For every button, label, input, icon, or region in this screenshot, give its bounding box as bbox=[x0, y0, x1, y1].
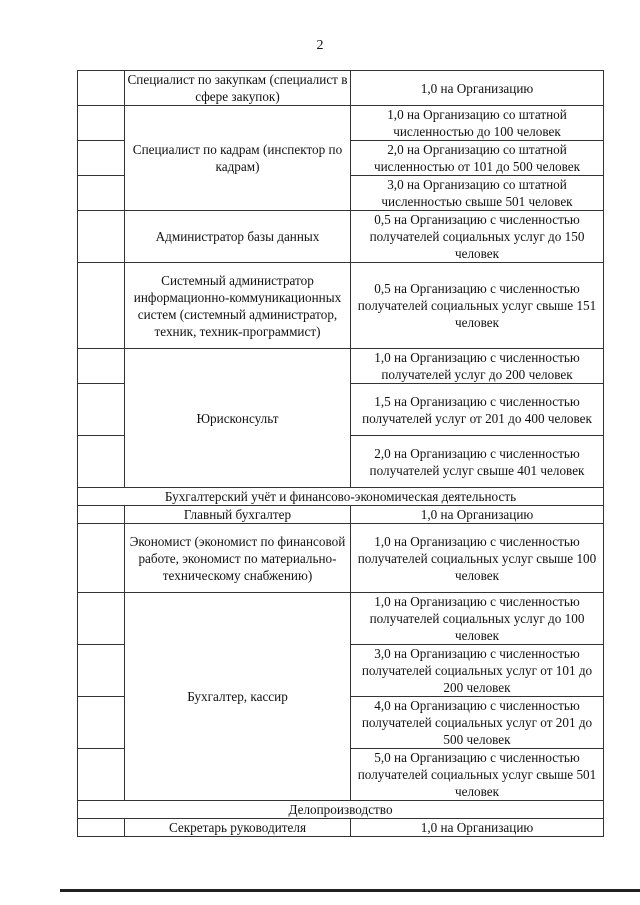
position-cell: Бухгалтер, кассир bbox=[125, 593, 351, 801]
number-cell bbox=[78, 819, 125, 837]
norm-cell: 5,0 на Организацию с численностью получателей социальных услуг свыше 501 человек bbox=[351, 749, 604, 801]
norm-cell: 1,0 на Организацию bbox=[351, 506, 604, 524]
page-number: 2 bbox=[316, 38, 324, 53]
position-cell: Юрисконсульт bbox=[125, 349, 351, 488]
norm-cell: 0,5 на Организацию с численностью получателей социальных услуг свыше 151 человек bbox=[351, 263, 604, 349]
norm-cell: 1,0 на Организацию bbox=[351, 819, 604, 837]
number-cell bbox=[78, 263, 125, 349]
number-cell bbox=[78, 141, 125, 176]
number-cell bbox=[78, 749, 125, 801]
norm-cell: 3,0 на Организацию со штатной численностью свыше 501 человек bbox=[351, 176, 604, 211]
section-row bbox=[78, 801, 604, 819]
table-row bbox=[78, 263, 604, 349]
staffing-norms-table bbox=[77, 70, 604, 837]
norm-cell: 2,0 на Организацию со штатной численностью от 101 до 500 человек bbox=[351, 141, 604, 176]
position-cell: Секретарь руководителя bbox=[125, 819, 351, 837]
number-cell bbox=[78, 645, 125, 697]
table-row bbox=[78, 819, 604, 837]
norm-cell: 1,0 на Организацию с численностью получателей услуг до 200 человек bbox=[351, 349, 604, 384]
norm-cell: 4,0 на Организацию с численностью получателей социальных услуг от 201 до 500 человек bbox=[351, 697, 604, 749]
page-bottom-edge bbox=[60, 889, 640, 892]
number-cell bbox=[78, 384, 125, 436]
norm-cell: 1,5 на Организацию с численностью получателей услуг от 201 до 400 человек bbox=[351, 384, 604, 436]
table-row bbox=[78, 211, 604, 263]
table-row bbox=[78, 593, 604, 645]
norm-cell: 1,0 на Организацию со штатной численностью до 100 человек bbox=[351, 106, 604, 141]
position-cell: Специалист по кадрам (инспектор по кадрам) bbox=[125, 106, 351, 211]
position-cell: Главный бухгалтер bbox=[125, 506, 351, 524]
number-cell bbox=[78, 524, 125, 593]
number-cell bbox=[78, 71, 125, 106]
norm-cell: 1,0 на Организацию bbox=[351, 71, 604, 106]
number-cell bbox=[78, 106, 125, 141]
section-row bbox=[78, 488, 604, 506]
position-cell: Экономист (экономист по финансовой работе, экономист по материально-техническому снабжению) bbox=[125, 524, 351, 593]
norm-cell: 1,0 на Организацию с численностью получателей социальных услуг свыше 100 человек bbox=[351, 524, 604, 593]
position-cell: Администратор базы данных bbox=[125, 211, 351, 263]
table-row bbox=[78, 349, 604, 384]
number-cell bbox=[78, 349, 125, 384]
number-cell bbox=[78, 176, 125, 211]
table-row bbox=[78, 506, 604, 524]
section-heading: Бухгалтерский учёт и финансово-экономическая деятельность bbox=[78, 488, 604, 506]
position-cell: Системный администратор информационно-коммуникационных систем (системный администратор, техник, техник-программист) bbox=[125, 263, 351, 349]
norm-cell: 1,0 на Организацию с численностью получателей социальных услуг до 100 человек bbox=[351, 593, 604, 645]
norm-cell: 3,0 на Организацию с численностью получателей социальных услуг от 101 до 200 человек bbox=[351, 645, 604, 697]
table-row bbox=[78, 106, 604, 141]
norm-cell: 0,5 на Организацию с численностью получателей социальных услуг до 150 человек bbox=[351, 211, 604, 263]
section-heading: Делопроизводство bbox=[78, 801, 604, 819]
position-cell: Специалист по закупкам (специалист в сфере закупок) bbox=[125, 71, 351, 106]
number-cell bbox=[78, 593, 125, 645]
number-cell bbox=[78, 697, 125, 749]
table-row bbox=[78, 524, 604, 593]
number-cell bbox=[78, 506, 125, 524]
number-cell bbox=[78, 436, 125, 488]
table-row bbox=[78, 71, 604, 106]
number-cell bbox=[78, 211, 125, 263]
norm-cell: 2,0 на Организацию с численностью получателей услуг свыше 401 человек bbox=[351, 436, 604, 488]
